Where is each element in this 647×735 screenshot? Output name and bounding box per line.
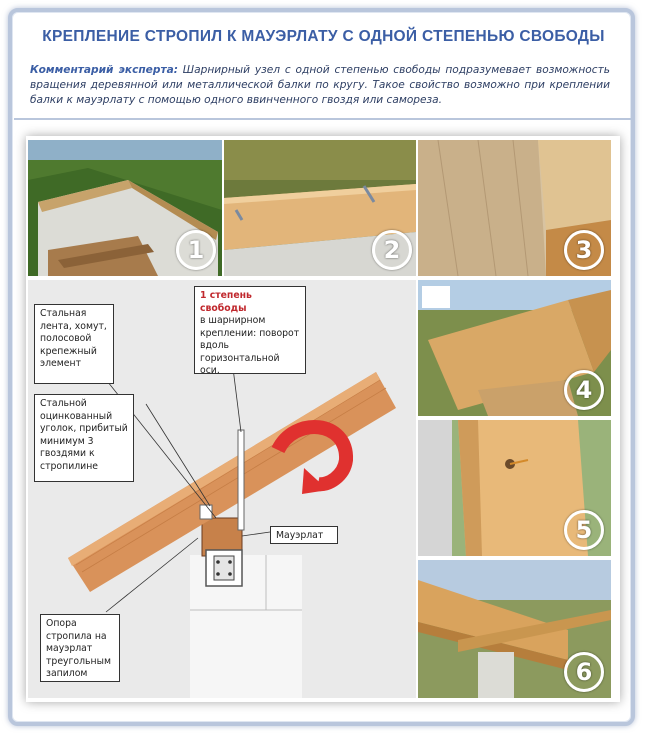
- comment-label: Комментарий эксперта:: [30, 64, 178, 76]
- header-divider: [14, 118, 633, 120]
- label-steel-tape: Стальная лента, хомут, полосовой крепежный элемент: [34, 304, 114, 384]
- photo-6: [418, 560, 611, 698]
- steel-strap: [238, 430, 244, 530]
- photo-1-number: 1: [176, 230, 216, 270]
- label-steel-corner: Стальной оцинкованный уголок, прибитый минимум 3 гвоздями к стропилине: [34, 394, 134, 482]
- photo-3: [418, 140, 611, 276]
- photo-4-number: 4: [564, 370, 604, 410]
- rafter-diagram: [28, 280, 416, 698]
- photo-3-number: 3: [564, 230, 604, 270]
- photo-1: [28, 140, 222, 276]
- photo-6-number: 6: [564, 652, 604, 692]
- label-degree-text: в шарнирном креплении: поворот вдоль горизонтальной оси.: [200, 315, 300, 376]
- label-mauerlat: Мауэрлат: [270, 526, 338, 544]
- photo-2: [224, 140, 416, 276]
- photo-5: [418, 420, 611, 556]
- photo-2-number: 2: [372, 230, 412, 270]
- expert-comment: [30, 63, 610, 108]
- label-degree-of-freedom: [194, 286, 306, 374]
- comment-text: Шарнирный узел с одной степенью свободы подразумевает возможность вращения деревянной или металлической балки по кругу. Такое свойство возможно при креплении балки к мауэрлату с помощью одного ввинченного гвоздя или самореза.: [30, 64, 610, 106]
- photo-5-number: 5: [564, 510, 604, 550]
- label-degree-title: 1 степень свободы: [200, 290, 252, 314]
- page-title: КРЕПЛЕНИЕ СТРОПИЛ К МАУЭРЛАТУ С ОДНОЙ СТЕПЕНЬЮ СВОБОДЫ: [42, 28, 605, 45]
- photo-4: [418, 280, 611, 416]
- label-support: Опора стропила на мауэрлат треугольным запилом: [40, 614, 120, 682]
